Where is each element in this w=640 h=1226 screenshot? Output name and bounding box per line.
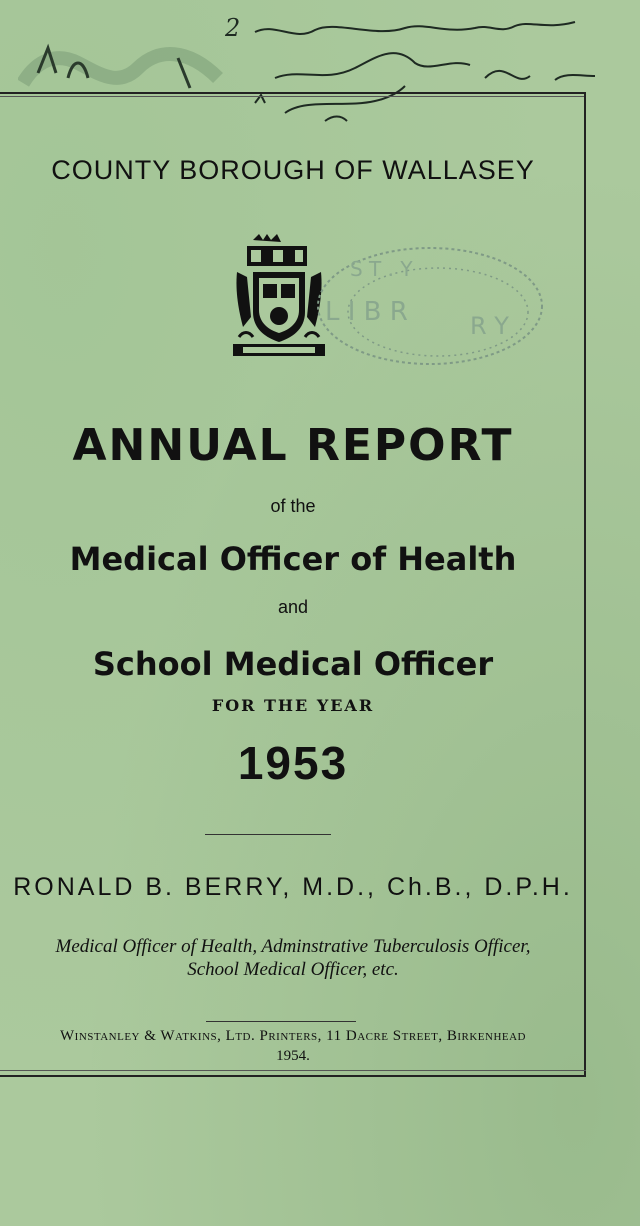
svg-text:2: 2 — [225, 14, 241, 42]
role-medical-officer-of-health: Medical Officer of Health — [69, 540, 517, 578]
county-heading: COUNTY BOROUGH OF WALLASEY — [51, 155, 535, 185]
border-top-line — [0, 92, 586, 94]
report-year: 1953 — [237, 737, 349, 789]
and-text: and — [277, 597, 309, 617]
svg-text:S T . Y: S T . Y — [350, 257, 413, 281]
author-posts-line-1: Medical Officer of Health, Adminstrative Tuberculosis Officer, — [55, 936, 531, 957]
svg-text:R Y: R Y — [470, 312, 509, 340]
svg-text:L I B R: L I B R — [325, 297, 408, 327]
role-school-medical-officer: School Medical Officer — [92, 645, 494, 683]
ink-stamp-mark — [18, 28, 228, 98]
of-the-text: of the — [270, 496, 316, 516]
report-title: ANNUAL REPORT — [72, 420, 514, 471]
author-posts-line-2: School Medical Officer, etc. — [187, 959, 399, 980]
border-bottom-line — [0, 1075, 586, 1077]
printer-year: 1954. — [276, 1048, 310, 1064]
author-posts — [0, 935, 586, 981]
divider-rule — [205, 834, 331, 835]
author-name: RONALD B. BERRY, M.D., Ch.B., D.P.H. — [13, 873, 573, 901]
border-top-line-inner — [0, 96, 586, 97]
divider-rule-lower — [206, 1021, 356, 1022]
border-bottom-line-inner — [0, 1070, 586, 1071]
for-the-year-label: FOR THE YEAR — [211, 696, 375, 715]
library-stamp — [300, 238, 585, 388]
handwritten-annotation — [225, 8, 625, 123]
printer-imprint: Winstanley & Watkins, Ltd. Printers, 11 Dacre Street, Birkenhead — [60, 1028, 526, 1044]
